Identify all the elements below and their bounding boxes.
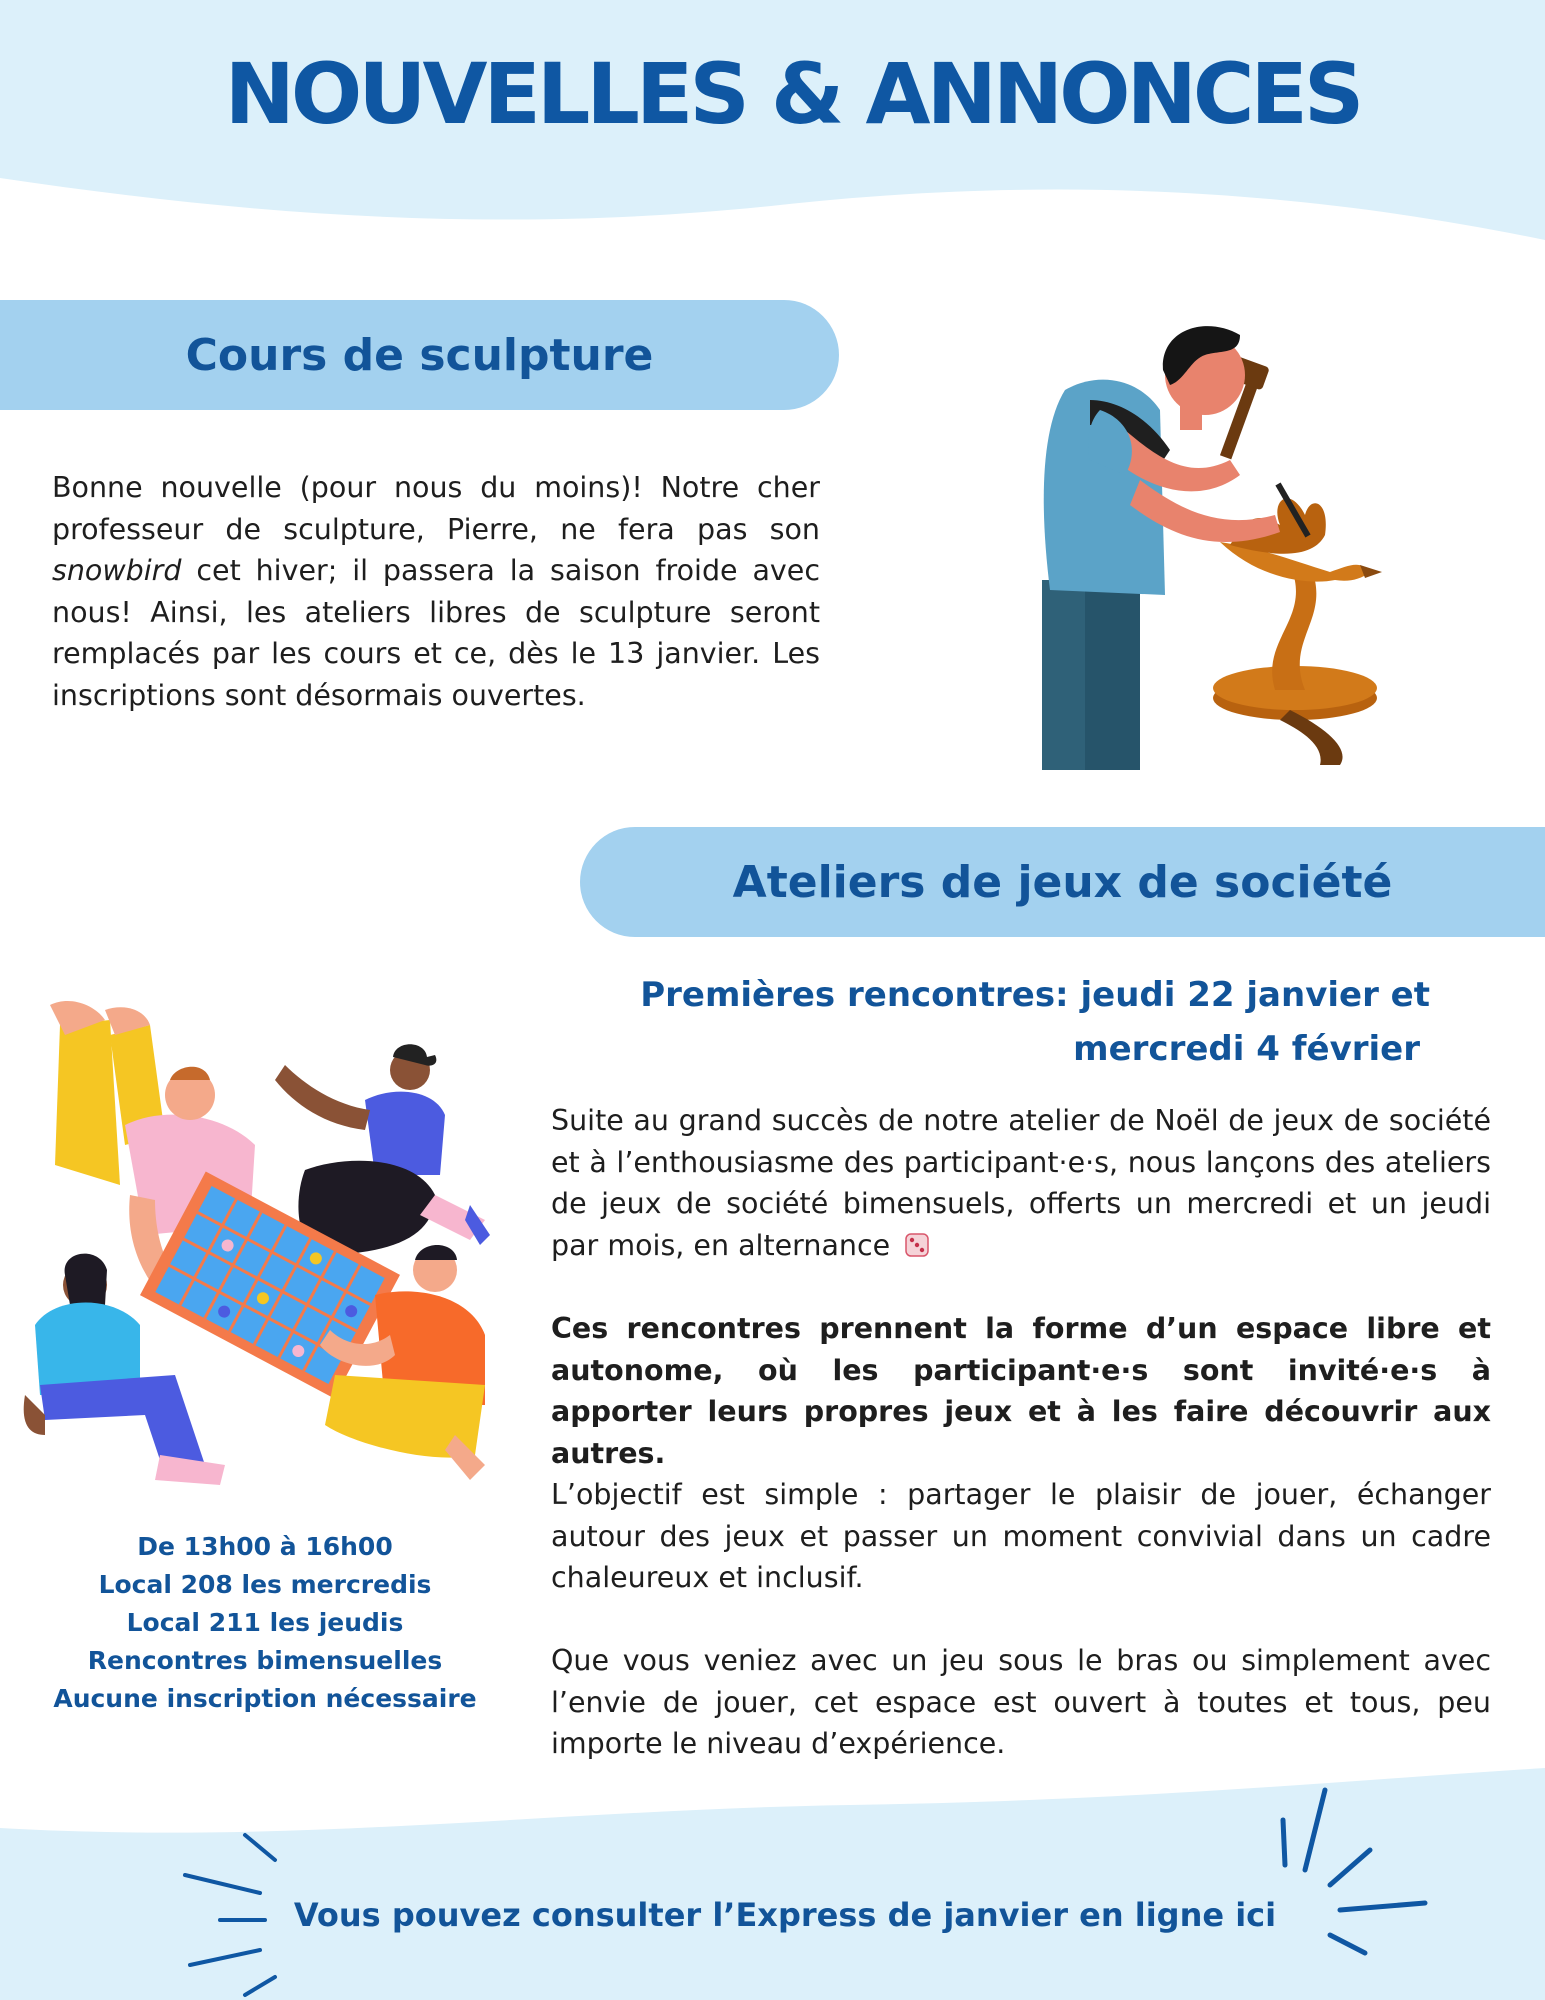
info-registration: Aucune inscription nécessaire — [53, 1684, 477, 1713]
sculpture-text-part1: Bonne nouvelle (pour nous du moins)! Notre cher professeur de sculpture, Pierre, ne fera pas son — [52, 471, 820, 546]
info-frequency: Rencontres bimensuelles — [87, 1646, 443, 1675]
section-heading-sculpture-label: Cours de sculpture — [185, 329, 654, 381]
dice-icon — [903, 1231, 931, 1259]
sparkle-lines-right-icon — [1275, 1785, 1445, 1965]
jeux-paragraph-2 — [551, 1308, 1491, 1474]
jeux-info-block — [20, 1528, 510, 1718]
sculpture-text-italic: snowbird — [52, 554, 182, 587]
jeux-paragraph-3 — [551, 1474, 1491, 1599]
jeux-paragraph-1 — [551, 1100, 1491, 1266]
section-heading-sculpture — [0, 300, 839, 410]
jeux-paragraph-3-text: L’objectif est simple : partager le plaisir de jouer, échanger autour des jeux et passer un moment convivial dans un cadre chaleureux et inclusif. — [551, 1478, 1491, 1594]
board-game-illustration — [15, 995, 515, 1495]
section-heading-jeux-label: Ateliers de jeux de société — [732, 856, 1393, 908]
jeux-paragraph-1-text: Suite au grand succès de notre atelier de Noël de jeux de société et à l’enthousiasme des participant·e·s, nous lançons des ateliers de jeux de société bimensuels, offerts un mercredi et un jeudi par mois, en alternance — [551, 1104, 1491, 1262]
section-heading-jeux — [580, 827, 1545, 937]
express-link[interactable]: Vous pouvez consulter l’Express de janvier en ligne ici — [293, 1896, 1277, 1934]
info-location-thursday: Local 211 les jeudis — [126, 1608, 404, 1637]
jeux-paragraph-4-text: Que vous veniez avec un jeu sous le bras ou simplement avec l’envie de jouer, cet espace est ouvert à toutes et tous, peu importe le niveau d’expérience. — [551, 1644, 1491, 1760]
jeux-subheading — [600, 968, 1430, 1076]
info-location-wednesday: Local 208 les mercredis — [98, 1570, 432, 1599]
jeux-paragraph-2-text: Ces rencontres prennent la forme d’un espace libre et autonome, où les participant·e·s sont invité·e·s à apporter leurs propres jeux et à les faire découvrir aux autres. — [551, 1312, 1491, 1470]
sculpture-paragraph — [52, 467, 820, 716]
jeux-paragraph-4 — [551, 1640, 1491, 1765]
jeux-subheading-line1: Premières rencontres: jeudi 22 janvier et — [640, 975, 1430, 1015]
page-title: NOUVELLES & ANNONCES — [224, 45, 1361, 143]
info-hours: De 13h00 à 16h00 — [137, 1532, 393, 1561]
jeux-subheading-line2: mercredi 4 février — [1073, 1029, 1420, 1069]
sculpture-text-part2: cet hiver; il passera la saison froide avec nous! Ainsi, les ateliers libres de sculpture seront remplacés par les cours et ce, dès le 13 janvier. Les inscriptions sont désormais ouvertes. — [52, 554, 820, 712]
sculptor-illustration — [1030, 310, 1390, 770]
